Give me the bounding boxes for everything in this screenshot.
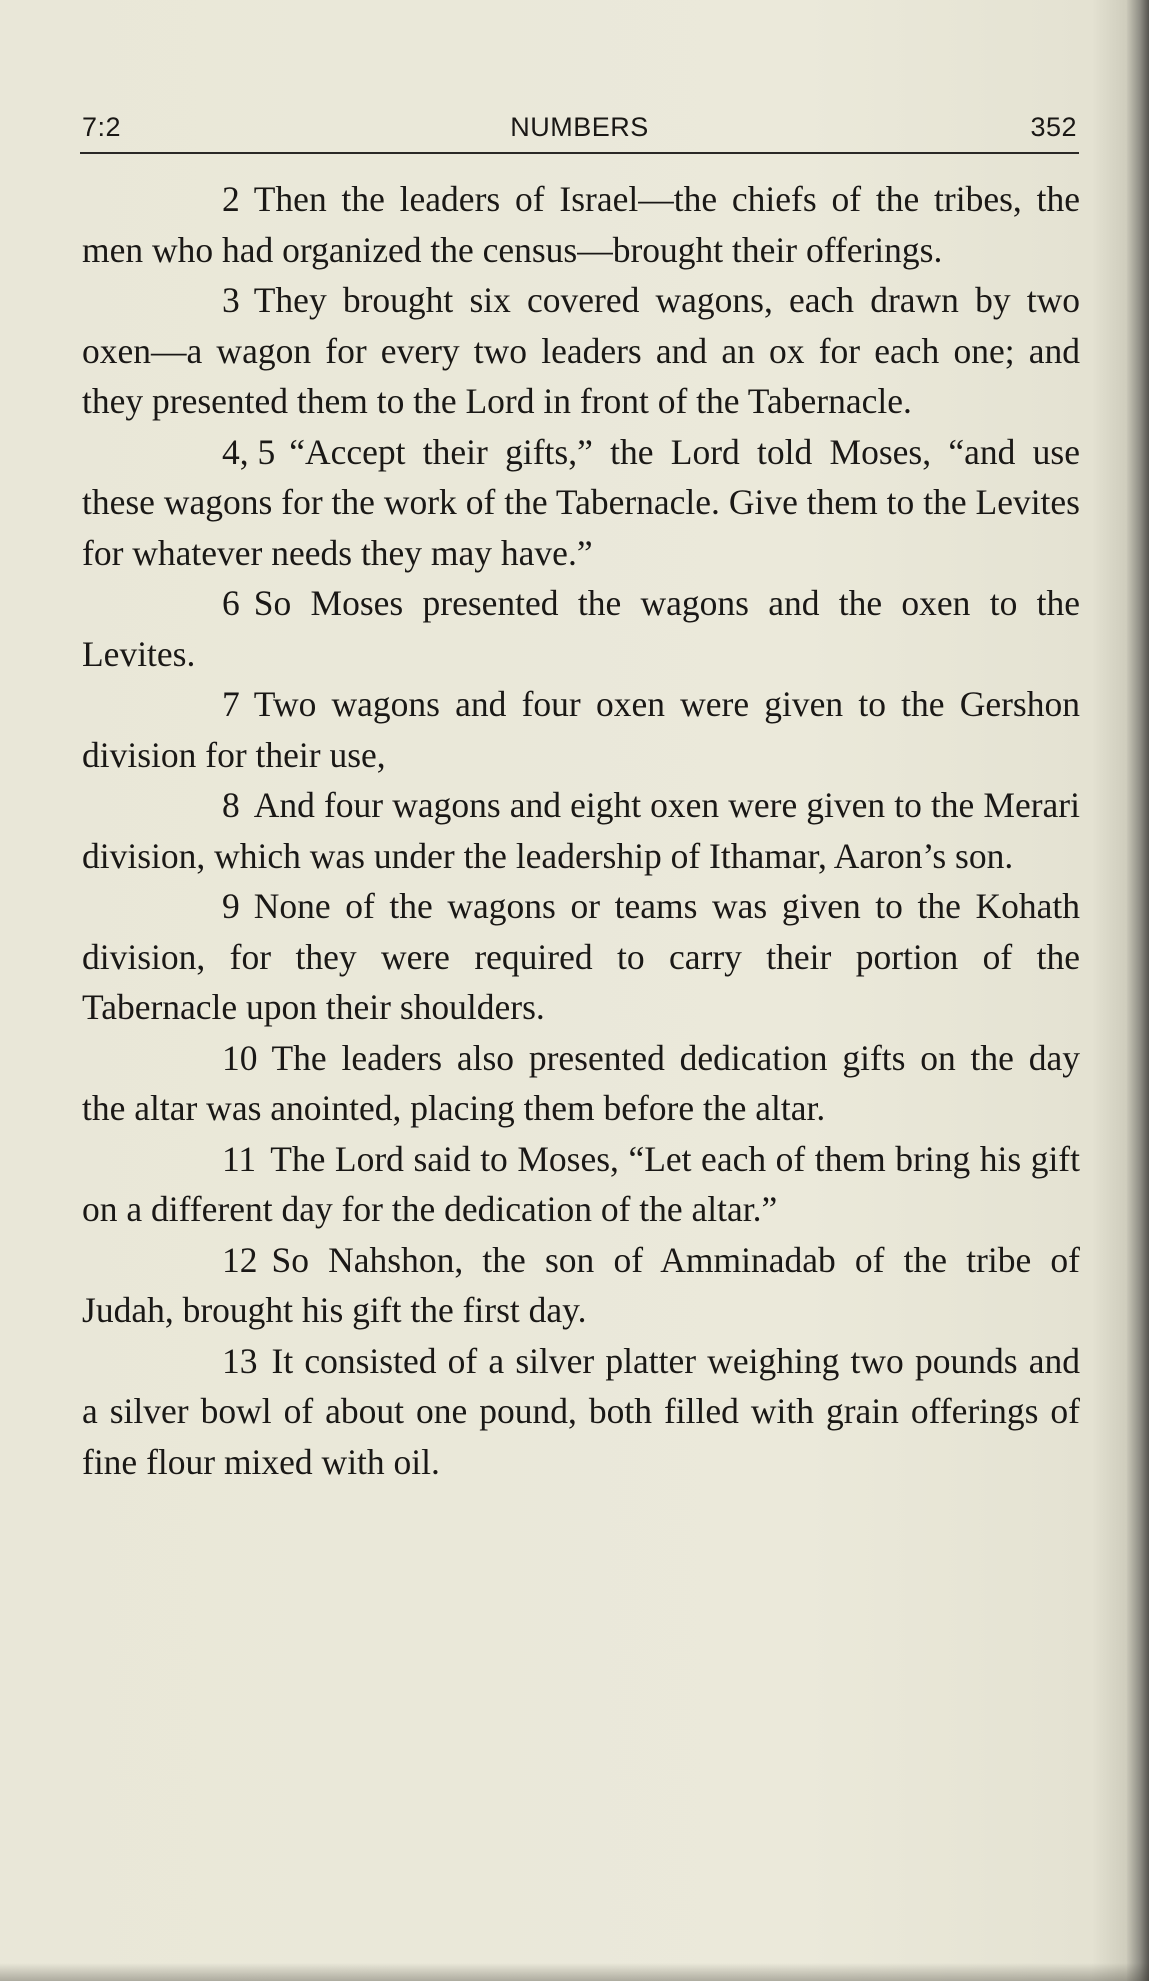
verse-number: 10 xyxy=(222,1037,258,1078)
book-title: NUMBERS xyxy=(510,112,649,142)
verse-text: They brought six covered wagons, each drawn by two oxen—a wagon for every two leaders and an ox for each one; and they presented them to the Lord in front of the Tabernacle. xyxy=(82,280,1080,421)
scripture-text xyxy=(82,174,1080,1487)
verse-paragraph xyxy=(82,1336,1080,1488)
page-number: 352 xyxy=(1030,112,1077,142)
verse-number: 7 xyxy=(222,684,240,724)
verse-text: The leaders also presented dedication gifts on the day the altar was anointed, placing them before the altar. xyxy=(82,1037,1080,1128)
header-rule xyxy=(80,152,1079,154)
verse-text: None of the wagons or teams was given to the Kohath division, for they were required to carry their portion of the Tabernacle upon their shoulders. xyxy=(82,886,1080,1027)
verse-number: 9 xyxy=(222,886,240,926)
verse-number: 3 xyxy=(222,280,240,320)
verse-paragraph xyxy=(82,275,1080,427)
verse-number: 6 xyxy=(222,583,240,623)
running-header xyxy=(80,112,1079,152)
verse-paragraph xyxy=(82,881,1080,1033)
verse-number: 2 xyxy=(222,179,240,219)
verse-number: 11 xyxy=(222,1138,257,1179)
verse-text: Then the leaders of Israel—the chiefs of the tribes, the men who had organized the census—brought their offerings. xyxy=(82,179,1080,270)
bottom-edge-shadow xyxy=(0,1963,1149,1981)
verse-number: 12 xyxy=(222,1239,258,1280)
verse-text: So Moses presented the wagons and the oxen to the Levites. xyxy=(82,583,1080,674)
verse-paragraph xyxy=(82,1235,1080,1336)
verse-number: 13 xyxy=(222,1340,258,1381)
verse-number: 8 xyxy=(222,785,240,825)
verse-text: The Lord said to Moses, “Let each of them bring his gift on a different day for the dedication of the altar.” xyxy=(82,1138,1080,1229)
verse-text: Two wagons and four oxen were given to the Gershon division for their use, xyxy=(82,684,1080,775)
verse-text: “Accept their gifts,” the Lord told Moses, “and use these wagons for the work of the Tabernacle. Give them to the Levites for whatever needs they may have.” xyxy=(82,431,1080,573)
verse-text: So Nahshon, the son of Amminadab of the tribe of Judah, brought his gift the first day. xyxy=(82,1239,1080,1330)
verse-number: 4, 5 xyxy=(222,431,276,472)
verse-paragraph xyxy=(82,780,1080,881)
verse-paragraph xyxy=(82,1033,1080,1134)
verse-paragraph xyxy=(82,679,1080,780)
verse-paragraph xyxy=(82,174,1080,275)
verse-paragraph xyxy=(82,1134,1080,1235)
page-edge-shadow xyxy=(1127,0,1149,1981)
verse-text: And four wagons and eight oxen were given to the Merari division, which was under the leadership of Ithamar, Aaron’s son. xyxy=(82,785,1080,876)
verse-paragraph xyxy=(82,427,1080,579)
verse-paragraph xyxy=(82,578,1080,679)
chapter-verse-reference: 7:2 xyxy=(82,112,122,142)
verse-text: It consisted of a silver platter weighing two pounds and a silver bowl of about one pound, both filled with grain offerings of fine flour mixed with oil. xyxy=(82,1340,1080,1482)
